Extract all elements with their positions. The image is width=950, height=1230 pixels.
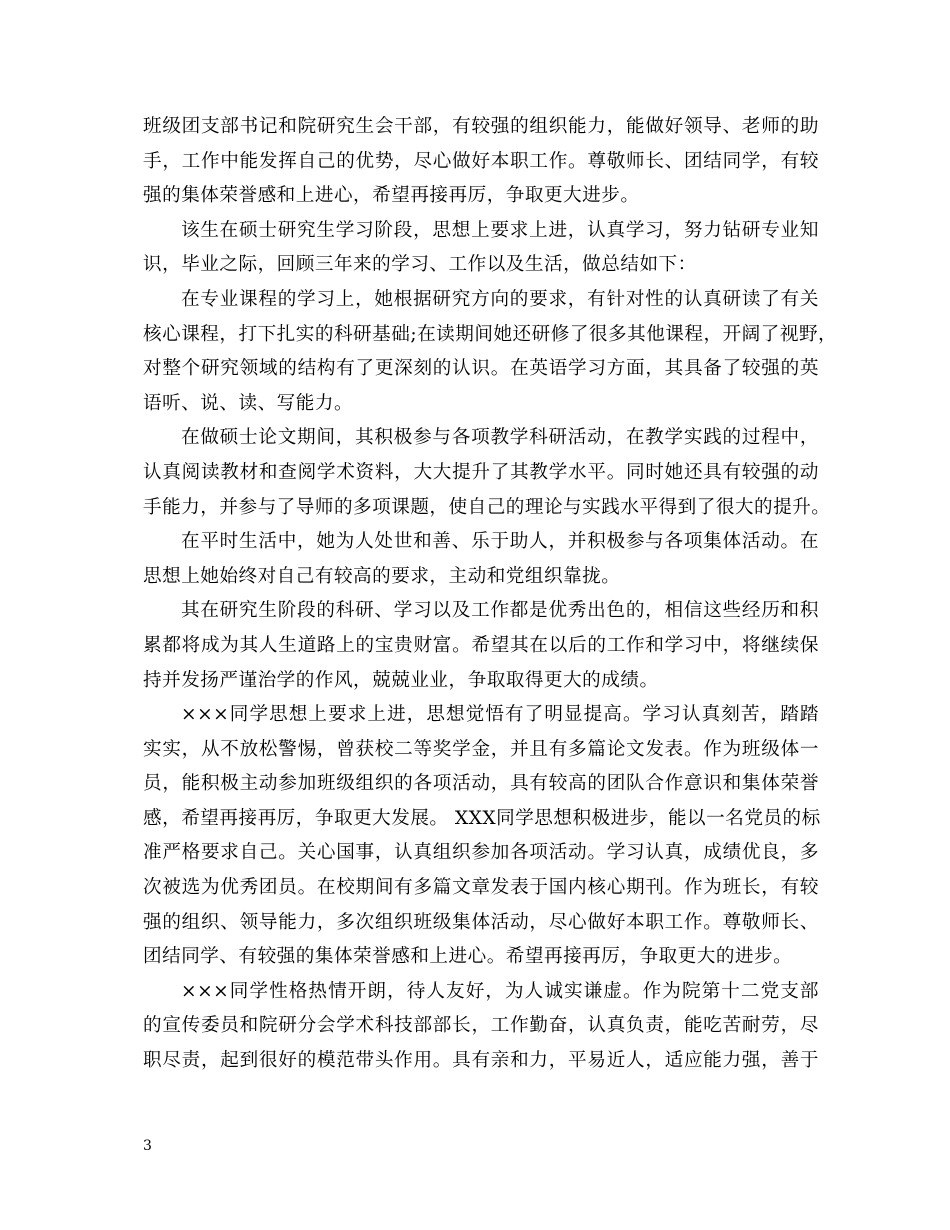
- text-line: 持并发扬严谨治学的作风，兢兢业业，争取取得更大的成绩。: [143, 669, 659, 691]
- text-line: 其在研究生阶段的科研、学习以及工作都是优秀出色的，相信这些经历和积: [181, 600, 819, 622]
- text-line: 团结同学、有较强的集体荣誉感和上进心。希望再接再厉，争取更大的进步。: [143, 946, 793, 968]
- text-line: 实实，从不放松警惕，曾获校二等奖学金，并且有多篇论文发表。作为班级体一: [143, 738, 819, 760]
- text-line: 感，希望再接再厉，争取更大发展。 XXX同学思想积极进步，能以一名党员的标: [143, 807, 821, 829]
- text-line: 次被选为优秀团员。在校期间有多篇文章发表于国内核心期刊。作为班长，有较: [143, 877, 819, 899]
- text-line: 手能力，并参与了导师的多项课题，使自己的理论与实践水平得到了很大的提升。: [143, 496, 831, 518]
- text-line: 职尽责，起到很好的模范带头作用。具有亲和力，平易近人，适应能力强，善于: [143, 1050, 819, 1072]
- text-line: 员，能积极主动参加班级组织的各项活动，具有较高的团队合作意识和集体荣誉: [143, 773, 819, 795]
- text-line: 强的集体荣誉感和上进心，希望再接再厉，争取更大进步。: [143, 185, 640, 207]
- text-line: 准严格要求自己。关心国事，认真组织参加各项活动。学习认真，成绩优良，多: [143, 842, 819, 864]
- text-line: 思想上她始终对自己有较高的要求，主动和党组织靠拢。: [143, 565, 621, 587]
- body-text: [143, 110, 838, 1079]
- text-line: 该生在硕士研究生学习阶段，思想上要求上进，认真学习，努力钻研专业知: [181, 219, 819, 241]
- text-line: 对整个研究领域的结构有了更深刻的认识。在英语学习方面，其具备了较强的英: [143, 358, 819, 380]
- text-line: 累都将成为其人生道路上的宝贵财富。希望其在以后的工作和学习中，将继续保: [143, 634, 819, 656]
- text-line: ×××同学性格热情开朗，待人友好，为人诚实谦虚。作为院第十二党支部: [181, 980, 819, 1002]
- page-number: 3: [143, 1138, 152, 1154]
- text-line: 在做硕士论文期间，其积极参与各项教学科研活动，在教学实践的过程中，: [181, 427, 819, 449]
- text-line: 核心课程，打下扎实的科研基础;在读期间她还研修了很多其他课程，开阔了视野，: [143, 323, 838, 345]
- text-line: 班级团支部书记和院研究生会干部，有较强的组织能力，能做好领导、老师的助: [143, 116, 819, 137]
- text-line: 语听、说、读、写能力。: [143, 392, 354, 414]
- text-line: 认真阅读教材和查阅学术资料，大大提升了其教学水平。同时她还具有较强的动: [143, 461, 819, 483]
- text-line: 强的组织、领导能力，多次组织班级集体活动，尽心做好本职工作。尊敬师长、: [143, 911, 819, 933]
- text-line: 的宣传委员和院研分会学术科技部部长，工作勤奋，认真负责，能吃苦耐劳，尽: [143, 1015, 819, 1037]
- text-line: 识，毕业之际，回顾三年来的学习、工作以及生活，做总结如下：: [143, 254, 697, 276]
- text-line: ×××同学思想上要求上进，思想觉悟有了明显提高。学习认真刻苦，踏踏: [181, 704, 819, 726]
- text-line: 手，工作中能发挥自己的优势，尽心做好本职工作。尊敬师长、团结同学，有较: [143, 150, 819, 172]
- text-line: 在专业课程的学习上，她根据研究方向的要求，有针对性的认真研读了有关: [181, 288, 819, 310]
- text-line: 在平时生活中，她为人处世和善、乐于助人，并积极参与各项集体活动。在: [181, 531, 819, 553]
